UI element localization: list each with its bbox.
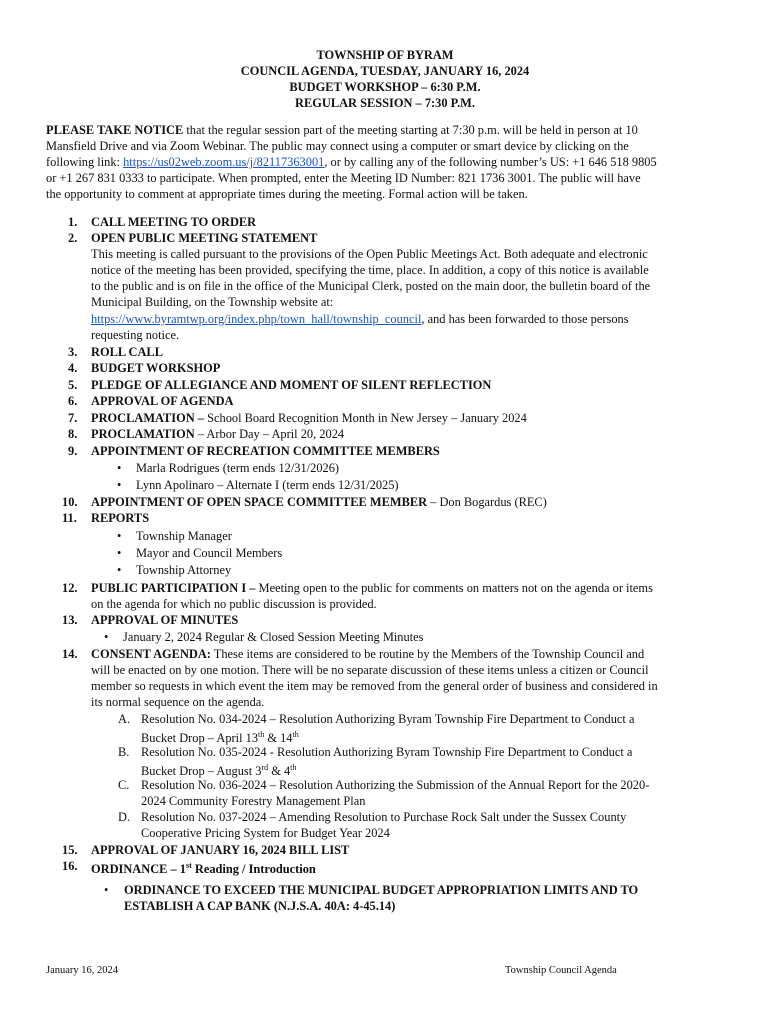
bullet-icon: •: [117, 563, 122, 577]
statement-line: to the public and is on file in the office of the Municipal Clerk, posted on the main door, the bulletin board of the: [91, 279, 651, 293]
statement-line: https://www.byramtwp.org/index.php/town_hall/township_council, and has been forwarded to those persons: [91, 312, 629, 326]
resolution-letter: C.: [118, 778, 130, 792]
footer-title: Township Council Agenda: [505, 965, 617, 976]
bullet-icon: •: [117, 546, 122, 560]
resolution-line: Resolution No. 037-2024 – Amending Resolution to Purchase Rock Salt under the Sussex County: [141, 810, 627, 824]
item-consent-agenda: CONSENT AGENDA: These items are considered to be routine by the Members of the Township Council and: [91, 647, 645, 661]
resolution-letter: A.: [118, 712, 131, 726]
footer-date: January 16, 2024: [46, 965, 119, 976]
notice-line-3: following link: https://us02web.zoom.us/j/82117363001, or by calling any of the following number’s US: +1 646 518 9805: [46, 155, 657, 169]
resolution-line: 2024 Community Forestry Management Plan: [141, 794, 366, 808]
item-number: 2.: [68, 231, 78, 245]
item-number: 9.: [68, 444, 78, 458]
notice-line-2: Mansfield Drive and via Zoom Webinar. The public may connect using a computer or smart device by clicking on the: [46, 139, 629, 153]
item-reports: REPORTS: [91, 511, 150, 525]
bullet-icon: •: [104, 883, 109, 897]
item-call-to-order: CALL MEETING TO ORDER: [91, 215, 257, 229]
item-approval-minutes: APPROVAL OF MINUTES: [91, 613, 239, 627]
item-continuation: its normal sequence on the agenda.: [91, 695, 265, 709]
item-number: 11.: [62, 511, 77, 525]
header-line-2: COUNCIL AGENDA, TUESDAY, JANUARY 16, 2024: [240, 64, 530, 78]
bullet-icon: •: [104, 630, 109, 644]
zoom-link[interactable]: https://us02web.zoom.us/j/82117363001: [123, 155, 325, 169]
item-continuation: will be enacted on by one motion. There will be no separate discussion of these items unless a citizen or Council: [91, 663, 649, 677]
list-item: Mayor and Council Members: [136, 546, 283, 560]
list-item: January 2, 2024 Regular & Closed Session Meeting Minutes: [123, 630, 424, 644]
item-number: 14.: [62, 647, 78, 661]
resolution-line: Bucket Drop – August 3rd & 4th: [141, 763, 297, 779]
item-approval-agenda: APPROVAL OF AGENDA: [91, 394, 234, 408]
item-number: 1.: [68, 215, 78, 229]
item-continuation: on the agenda for which no public discussion is provided.: [91, 597, 377, 611]
item-number: 16.: [62, 859, 78, 873]
item-bill-list: APPROVAL OF JANUARY 16, 2024 BILL LIST: [91, 843, 350, 857]
item-open-space-committee: APPOINTMENT OF OPEN SPACE COMMITTEE MEMBER – Don Bogardus (REC): [91, 495, 547, 509]
item-open-public-meeting: OPEN PUBLIC MEETING STATEMENT: [91, 231, 318, 245]
list-item: Lynn Apolinaro – Alternate I (term ends 12/31/2025): [136, 478, 399, 492]
header-line-4: REGULAR SESSION – 7:30 P.M.: [295, 96, 475, 110]
item-number: 5.: [68, 378, 78, 392]
item-number: 8.: [68, 427, 78, 441]
item-continuation: member so requests in which event the item may be removed from the general order of business and considered in: [91, 679, 658, 693]
resolution-line: Bucket Drop – April 13th & 14th: [141, 730, 299, 746]
list-item: Marla Rodrigues (term ends 12/31/2026): [136, 461, 340, 475]
item-recreation-committee: APPOINTMENT OF RECREATION COMMITTEE MEMBERS: [91, 444, 440, 458]
item-public-participation: PUBLIC PARTICIPATION I – Meeting open to the public for comments on matters not on the agenda or items: [91, 581, 653, 595]
notice-line-1: PLEASE TAKE NOTICE that the regular session part of the meeting starting at 7:30 p.m. will be held in person at 10: [46, 123, 638, 137]
item-budget-workshop: BUDGET WORKSHOP: [91, 361, 221, 375]
item-number: 13.: [62, 613, 78, 627]
item-number: 10.: [62, 495, 78, 509]
ordinance-title-line: ORDINANCE TO EXCEED THE MUNICIPAL BUDGET APPROPRIATION LIMITS AND TO: [124, 883, 639, 897]
item-roll-call: ROLL CALL: [91, 345, 163, 359]
list-item: Township Manager: [136, 529, 232, 543]
statement-line: This meeting is called pursuant to the provisions of the Open Public Meetings Act. Both adequate and electronic: [91, 247, 648, 261]
item-ordinance: ORDINANCE – 1st Reading / Introduction: [91, 861, 316, 877]
bullet-icon: •: [117, 529, 122, 543]
resolution-line: Resolution No. 034-2024 – Resolution Authorizing Byram Township Fire Department to Conduct a: [141, 712, 635, 726]
resolution-line: Resolution No. 036-2024 – Resolution Authorizing the Submission of the Annual Report for the 2020-: [141, 778, 650, 792]
township-website-link[interactable]: https://www.byramtwp.org/index.php/town_hall/township_council: [91, 312, 422, 326]
resolution-letter: B.: [118, 745, 130, 759]
statement-line: notice of the meeting has been provided, specifying the time, place. In addition, a copy of this notice is available: [91, 263, 649, 277]
item-number: 6.: [68, 394, 78, 408]
ordinance-title-line: ESTABLISH A CAP BANK (N.J.S.A. 40A: 4-45.14): [124, 899, 396, 913]
item-number: 15.: [62, 843, 78, 857]
item-number: 4.: [68, 361, 78, 375]
notice-line-4: or +1 267 831 0333 to participate. When prompted, enter the Meeting ID Number: 821 1736 3001. The public will have: [46, 171, 641, 185]
resolution-line: Cooperative Pricing System for Budget Year 2024: [141, 826, 390, 840]
item-proclamation-school-board: PROCLAMATION – School Board Recognition Month in New Jersey – January 2024: [91, 411, 527, 425]
item-number: 3.: [68, 345, 78, 359]
bullet-icon: •: [117, 461, 122, 475]
item-pledge: PLEDGE OF ALLEGIANCE AND MOMENT OF SILENT REFLECTION: [91, 378, 492, 392]
list-item: Township Attorney: [136, 563, 232, 577]
item-number: 12.: [62, 581, 78, 595]
notice-line-5: the opportunity to comment at appropriate times during the meeting. Formal action will be taken.: [46, 187, 528, 201]
notice-lead: PLEASE TAKE NOTICE: [46, 123, 184, 137]
resolution-letter: D.: [118, 810, 131, 824]
statement-line: requesting notice.: [91, 328, 180, 342]
header-line-3: BUDGET WORKSHOP – 6:30 P.M.: [289, 80, 481, 94]
resolution-line: Resolution No. 035-2024 - Resolution Authorizing Byram Township Fire Department to Conduct a: [141, 745, 633, 759]
item-proclamation-arbor-day: PROCLAMATION – Arbor Day – April 20, 2024: [91, 427, 345, 441]
bullet-icon: •: [117, 478, 122, 492]
item-number: 7.: [68, 411, 78, 425]
statement-line: Municipal Building, on the Township website at:: [91, 295, 334, 309]
header-line-1: TOWNSHIP OF BYRAM: [316, 48, 454, 62]
